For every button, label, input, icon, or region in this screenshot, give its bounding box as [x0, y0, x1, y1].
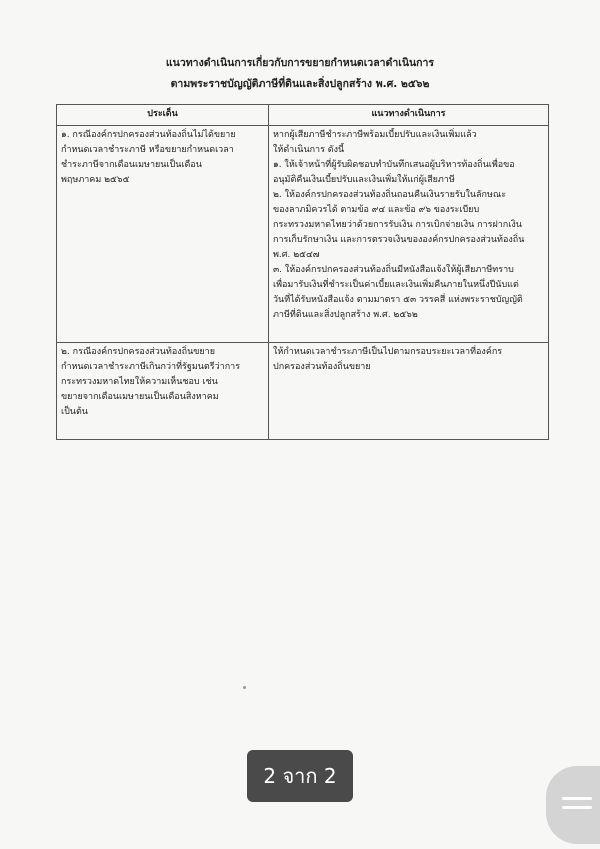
- issue-cell: [57, 343, 269, 440]
- action-line: การเก็บรักษาเงิน และการตรวจเงินขององค์กรปกครองส่วนท้องถิ่น: [273, 235, 525, 245]
- action-line: ปกครองส่วนท้องถิ่นขยาย: [273, 362, 371, 372]
- table-row: [57, 126, 549, 343]
- action-line: ให้กำหนดเวลาชำระภาษีเป็นไปตามกรอบระยะเวลาที่องค์กร: [273, 347, 503, 357]
- action-line: ๓. ให้องค์กรปกครองส่วนท้องถิ่นมีหนังสือแจ้งให้ผู้เสียภาษีทราบ: [273, 265, 514, 275]
- action-line: ๑. ให้เจ้าหน้าที่ผู้รับผิดชอบทำบันทึกเสนอผู้บริหารท้องถิ่นเพื่อขอ: [273, 160, 515, 170]
- issue-line: ๑. กรณีองค์กรปกครองส่วนท้องถิ่นไม่ได้ขยาย: [61, 130, 236, 140]
- menu-button[interactable]: [546, 766, 600, 844]
- guideline-table: [56, 104, 549, 440]
- action-line: กระทรวงมหาดไทยว่าด้วยการรับเงิน การเบิกจ่ายเงิน การฝากเงิน: [273, 220, 522, 230]
- action-cell: [269, 343, 549, 440]
- column-header-action: แนวทางดำเนินการ: [269, 105, 549, 126]
- issue-line: กำหนดเวลาชำระภาษี หรือขยายกำหนดเวลา: [61, 145, 234, 155]
- action-line: ของลาภมิควรได้ ตามข้อ ๙๔ และข้อ ๙๖ ของระเบียบ: [273, 205, 480, 215]
- issue-line: ๒. กรณีองค์กรปกครองส่วนท้องถิ่นขยาย: [61, 347, 215, 357]
- action-line: ให้ดำเนินการ ดังนี้: [273, 145, 345, 155]
- issue-line: เป็นต้น: [61, 407, 88, 417]
- page-indicator: 2 จาก 2: [247, 750, 353, 802]
- table-row: [57, 343, 549, 440]
- action-line: พ.ศ. ๒๕๔๗: [273, 250, 320, 260]
- issue-cell: [57, 126, 269, 343]
- issue-line: ขยายจากเดือนเมษายนเป็นเดือนสิงหาคม: [61, 392, 219, 402]
- action-line: ภาษีที่ดินและสิ่งปลูกสร้าง พ.ศ. ๒๕๖๒: [273, 310, 418, 320]
- action-line: อนุมัติคืนเงินเบี้ยปรับและเงินเพิ่มให้แก่ผู้เสียภาษี: [273, 175, 455, 185]
- document-title-line1: แนวทางดำเนินการเกี่ยวกับการขยายกำหนดเวลาดำเนินการ: [165, 57, 435, 69]
- action-cell: [269, 126, 549, 343]
- column-header-issue: ประเด็น: [57, 105, 269, 126]
- issue-line: พฤษภาคม ๒๕๖๕: [61, 175, 130, 185]
- issue-line: กำหนดเวลาชำระภาษีเกินกว่าที่รัฐมนตรีว่าการ: [61, 362, 241, 372]
- issue-line: ชำระภาษีจากเดือนเมษายนเป็นเดือน: [61, 160, 202, 170]
- scan-speck: [243, 686, 246, 689]
- action-line: หากผู้เสียภาษีชำระภาษีพร้อมเบี้ยปรับและเงินเพิ่มแล้ว: [273, 130, 477, 140]
- issue-line: กระทรวงมหาดไทยให้ความเห็นชอบ เช่น: [61, 377, 218, 387]
- action-line: เพื่อมารับเงินที่ชำระเป็นค่าเบี้ยและเงินเพิ่มคืนภายในหนึ่งปีนับแต่: [273, 280, 519, 290]
- action-line: วันที่ได้รับหนังสือแจ้ง ตามมาตรา ๕๓ วรรคสี่ แห่งพระราชบัญญัติ: [273, 295, 523, 305]
- document-title-line2: ตามพระราชบัญญัติภาษีที่ดินและสิ่งปลูกสร้าง พ.ศ. ๒๕๖๒: [170, 78, 430, 90]
- table-header-row: [57, 105, 549, 126]
- action-line: ๒. ให้องค์กรปกครองส่วนท้องถิ่นถอนคืนเงินรายรับในลักษณะ: [273, 190, 507, 200]
